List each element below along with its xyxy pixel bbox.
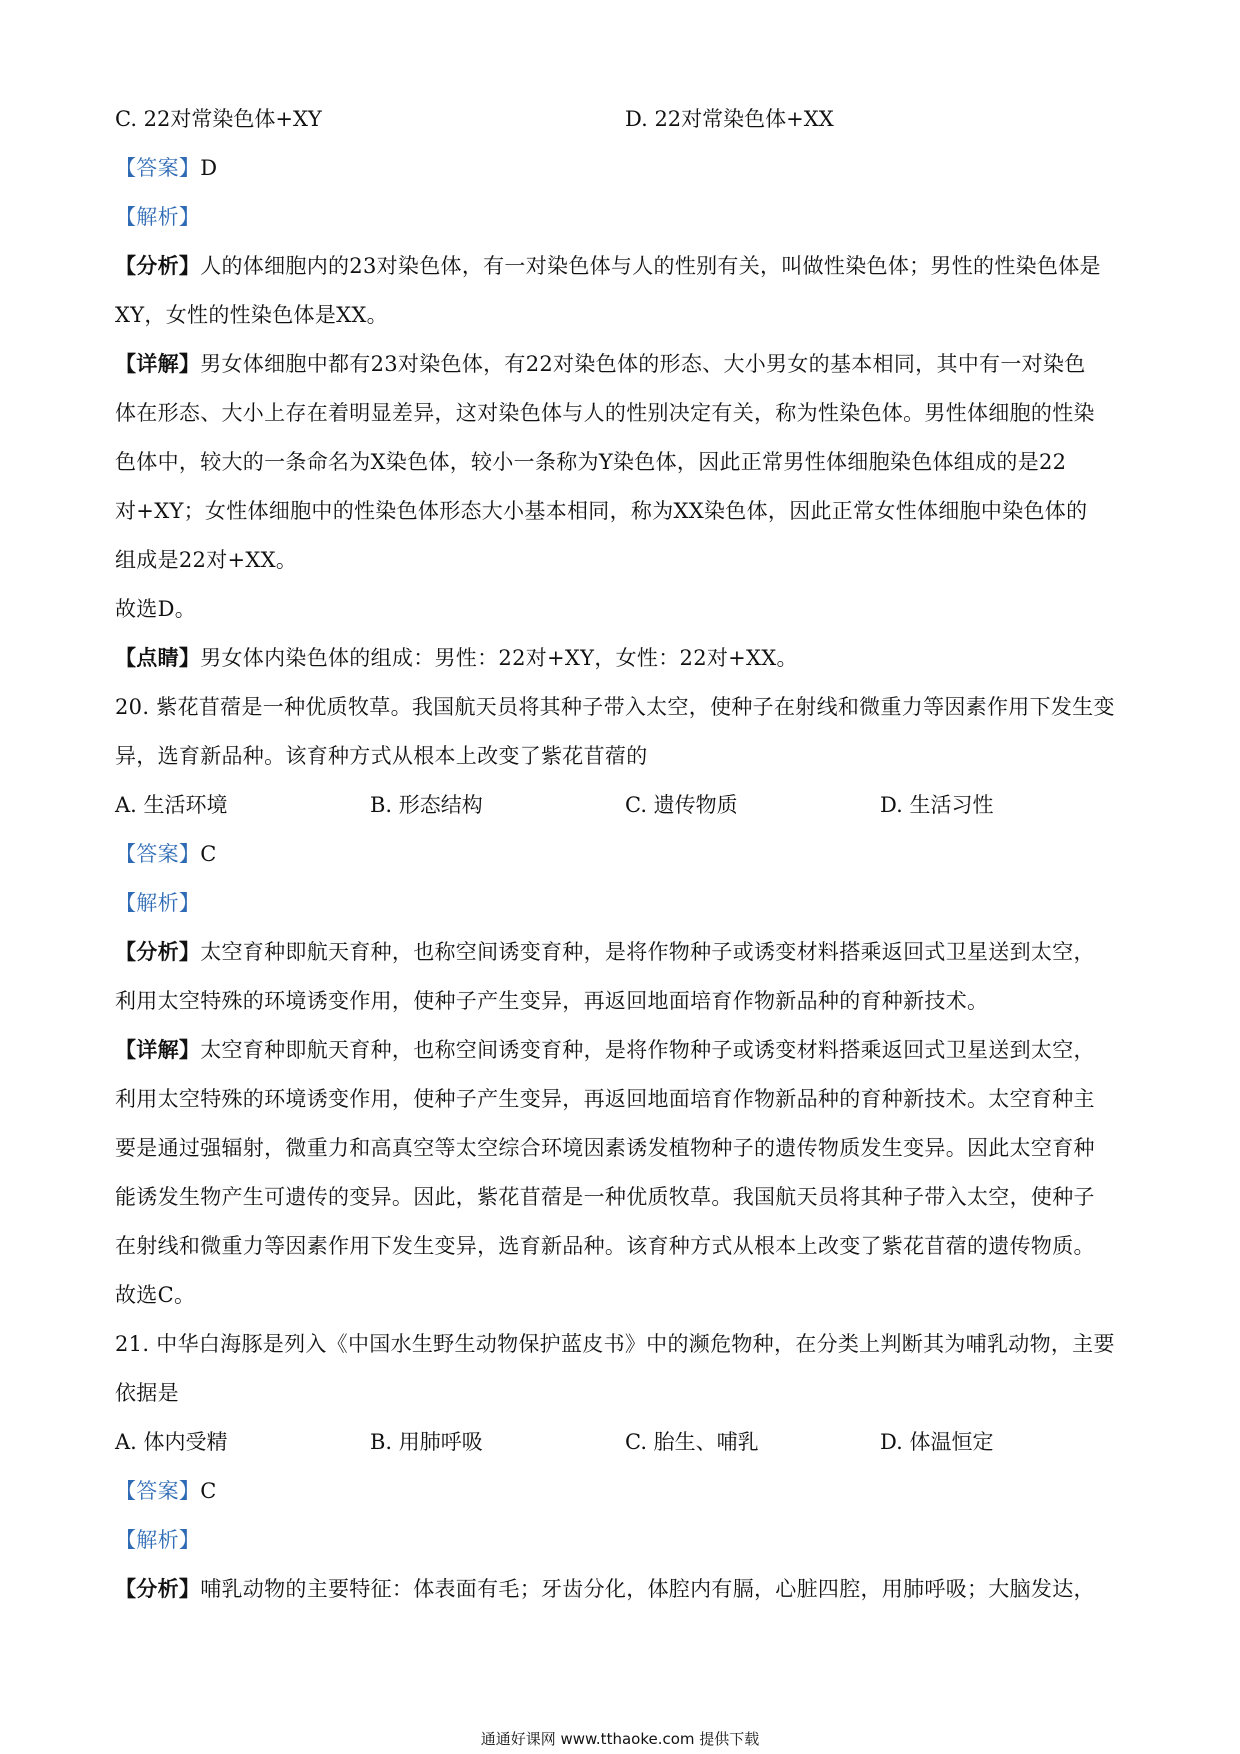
fenxi-text: 哺乳动物的主要特征：体表面有毛；牙齿分化，体腔内有膈，心脏四腔，用肺呼吸；大脑发达， bbox=[200, 1577, 1095, 1601]
q19-xiangjie-line5: 组成是22对+XX。 bbox=[115, 548, 298, 572]
q20-xiangjie-line2: 利用太空特殊的环境诱变作用，使种子产生变异，再返回地面培育作物新品种的育种新技术。太空育种主 bbox=[115, 1087, 1095, 1111]
answer-value: C bbox=[200, 1479, 217, 1503]
q20-choice: 故选C。 bbox=[115, 1283, 196, 1307]
q20-option-b: B. 形态结构 bbox=[370, 793, 483, 817]
q20-option-a: A. 生活环境 bbox=[115, 793, 228, 817]
q21-option-a: A. 体内受精 bbox=[115, 1430, 228, 1454]
q21-stem-line1: 21. 中华白海豚是列入《中国水生野生动物保护蓝皮书》中的濒危物种，在分类上判断其为哺乳动物，主要 bbox=[115, 1332, 1115, 1356]
q19-choice: 故选D。 bbox=[115, 597, 197, 621]
q19-fenxi-line2: XY，女性的性染色体是XX。 bbox=[115, 303, 388, 327]
answer-value: D bbox=[200, 156, 218, 180]
xiangjie-text: 男女体细胞中都有23对染色体，有22对染色体的形态、大小男女的基本相同，其中有一对染色 bbox=[200, 352, 1086, 376]
fenxi-tag: 【分析】 bbox=[115, 1576, 201, 1601]
q20-xiangjie-line5: 在射线和微重力等因素作用下发生变异，选育新品种。该育种方式从根本上改变了紫花苜蓿的遗传物质。 bbox=[115, 1234, 1095, 1258]
q20-option-c: C. 遗传物质 bbox=[625, 793, 738, 817]
answer-value: C bbox=[200, 842, 217, 866]
q20-stem-line2: 异，选育新品种。该育种方式从根本上改变了紫花苜蓿的 bbox=[115, 744, 648, 768]
xiangjie-tag: 【详解】 bbox=[115, 1037, 201, 1062]
fenxi-text: 太空育种即航天育种，也称空间诱变育种，是将作物种子或诱变材料搭乘返回式卫星送到太空， bbox=[200, 940, 1095, 964]
fenxi-text: 人的体细胞内的23对染色体，有一对染色体与人的性别有关，叫做性染色体；男性的性染色体是 bbox=[200, 254, 1101, 278]
q20-fenxi-line1 bbox=[115, 937, 1130, 967]
dianjing-text: 男女体内染色体的组成：男性：22对+XY，女性：22对+XX。 bbox=[200, 646, 798, 670]
q20-xiangjie-line3: 要是通过强辐射，微重力和高真空等太空综合环境因素诱发植物种子的遗传物质发生变异。因此太空育种 bbox=[115, 1136, 1095, 1160]
fenxi-tag: 【分析】 bbox=[115, 253, 201, 278]
q19-analysis-tag: 【解析】 bbox=[115, 205, 201, 229]
q19-option-d: D. 22对常染色体+XX bbox=[625, 107, 834, 131]
q21-option-c: C. 胎生、哺乳 bbox=[625, 1430, 759, 1454]
q21-option-b: B. 用肺呼吸 bbox=[370, 1430, 483, 1454]
fenxi-tag: 【分析】 bbox=[115, 939, 201, 964]
xiangjie-text: 太空育种即航天育种，也称空间诱变育种，是将作物种子或诱变材料搭乘返回式卫星送到太空， bbox=[200, 1038, 1095, 1062]
q20-xiangjie-line1 bbox=[115, 1035, 1130, 1065]
page-footer: 通通好课网 www.tthaoke.com 提供下载 bbox=[480, 1730, 760, 1748]
q19-answer-line bbox=[115, 153, 1130, 183]
q20-analysis-tag: 【解析】 bbox=[115, 891, 201, 915]
q19-xiangjie-line2: 体在形态、大小上存在着明显差异，这对染色体与人的性别决定有关，称为性染色体。男性体细胞的性染 bbox=[115, 401, 1095, 425]
xiangjie-tag: 【详解】 bbox=[115, 351, 201, 376]
q20-answer-line bbox=[115, 839, 1130, 869]
q21-fenxi-line1 bbox=[115, 1574, 1130, 1604]
q19-fenxi-line1 bbox=[115, 251, 1130, 281]
q19-xiangjie-line1 bbox=[115, 349, 1130, 379]
q19-option-c: C. 22对常染色体+XY bbox=[115, 107, 322, 131]
answer-tag: 【答案】 bbox=[115, 842, 201, 866]
q21-option-d: D. 体温恒定 bbox=[880, 1430, 994, 1454]
dianjing-tag: 【点睛】 bbox=[115, 645, 201, 670]
q20-fenxi-line2: 利用太空特殊的环境诱变作用，使种子产生变异，再返回地面培育作物新品种的育种新技术。 bbox=[115, 989, 989, 1013]
q21-analysis-tag: 【解析】 bbox=[115, 1528, 201, 1552]
q19-dianjing-line bbox=[115, 643, 1130, 673]
q20-option-d: D. 生活习性 bbox=[880, 793, 994, 817]
answer-tag: 【答案】 bbox=[115, 1479, 201, 1503]
q21-answer-line bbox=[115, 1476, 1130, 1506]
q21-stem-line2: 依据是 bbox=[115, 1381, 179, 1405]
q20-xiangjie-line4: 能诱发生物产生可遗传的变异。因此，紫花苜蓿是一种优质牧草。我国航天员将其种子带入太空，使种子 bbox=[115, 1185, 1095, 1209]
answer-tag: 【答案】 bbox=[115, 156, 201, 180]
q20-stem-line1: 20. 紫花苜蓿是一种优质牧草。我国航天员将其种子带入太空，使种子在射线和微重力等因素作用下发生变 bbox=[115, 695, 1115, 719]
q19-xiangjie-line4: 对+XY；女性体细胞中的性染色体形态大小基本相同，称为XX染色体，因此正常女性体细胞中染色体的 bbox=[115, 499, 1088, 523]
q19-xiangjie-line3: 色体中，较大的一条命名为X染色体，较小一条称为Y染色体，因此正常男性体细胞染色体组成的是22 bbox=[115, 450, 1067, 474]
